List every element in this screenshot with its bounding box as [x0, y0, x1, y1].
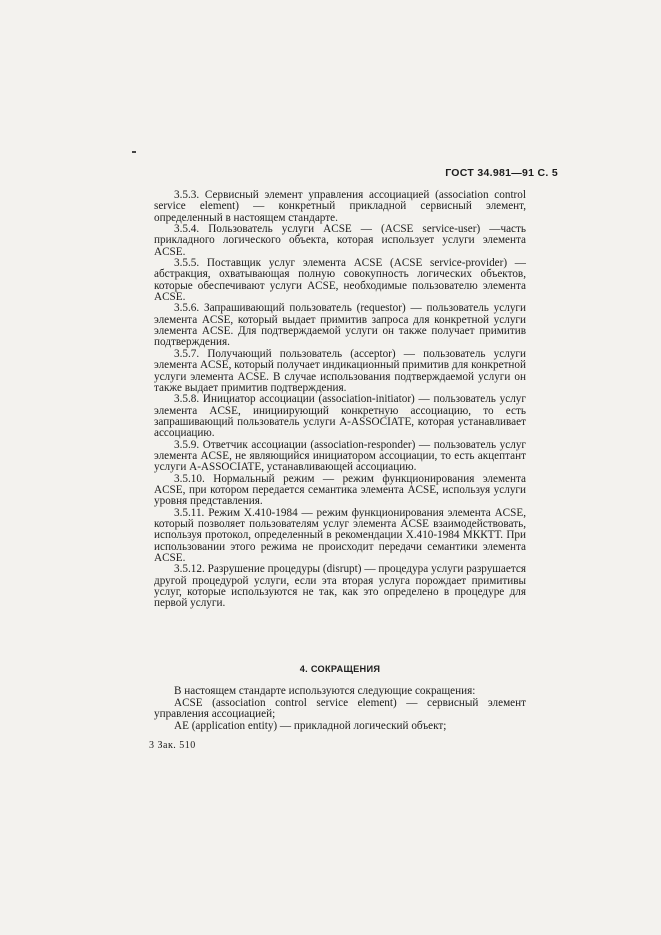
definition-paragraph: 3.5.5. Поставщик услуг элемента ACSE (ACSE service-provider) — абстракция, охватывающая полную совокупность логических объектов, которые обеспечивают услуги ACSE, необходимые пользователю элемента ACSE.: [154, 257, 526, 304]
definition-paragraph: 3.5.6. Запрашивающий пользователь (requestor) — пользователь услуги элемента ACSE, который выдает примитив запроса для конкретной услуги элемента ACSE. Для подтверждаемой услуги он также получает примитив подтверждения.: [154, 302, 526, 349]
definition-paragraph: 3.5.11. Режим X.410-1984 — режим функционирования элемента ACSE, который позволяет пользователям услуг элемента ACSE взаимодействовать, используя протокол, определенный в рекомендации X.410-1984 МККТТ. При использовании этого режима не происходит передачи семантики элемента ACSE.: [154, 506, 526, 564]
abbreviations-block: [154, 686, 526, 732]
definition-paragraph: 3.5.10. Нормальный режим — режим функционирования элемента ACSE, при котором передается семантика элемента ACSE, используя услуги уровня представления.: [154, 472, 526, 508]
scan-speck: [132, 151, 136, 153]
definition-paragraph: 3.5.8. Инициатор ассоциации (association-initiator) — пользователь услуг элемента ACSE, инициирующий конкретную ассоциацию, то есть запрашивающий пользователь услуги A-ASSOCIATE, которая устанавливает ассоциацию.: [154, 393, 526, 440]
definition-paragraph: 3.5.7. Получающий пользователь (acceptor) — пользователь услуги элемента ACSE, который получает индикационный примитив для конкретной услуги элемента ACSE. В случае использования подтверждаемой услуги он также выдает примитив подтверждения.: [154, 347, 526, 394]
definition-paragraph: 3.5.3. Сервисный элемент управления ассоциацией (association control service element) — конкретный прикладной сервисный элемент, определенный в настоящем стандарте.: [154, 189, 526, 224]
definition-paragraph: 3.5.4. Пользователь услуги ACSE — (ACSE service-user) —часть прикладного логического объекта, которая использует услуги элемента ACSE.: [154, 223, 526, 258]
definition-paragraph: 3.5.12. Разрушение процедуры (disrupt) — процедура услуги разрушается другой процедурой услуги, если эта вторая услуга порождает примитивы услуг, которые используются не так, как это определено в процедуре для первой услуги.: [154, 563, 526, 610]
section-title: 4. СОКРАЩЕНИЯ: [299, 664, 381, 674]
abbreviations-intro: В настоящем стандарте используются следующие сокращения:: [174, 685, 476, 697]
abbreviation-item: AE (application entity) — прикладной логический объект;: [174, 719, 447, 732]
running-head: ГОСТ 34.981—91 С. 5: [445, 167, 558, 179]
definitions-body: [154, 190, 526, 610]
abbreviation-item: ACSE (association control service element) — сервисный элемент управления ассоциацией;: [154, 696, 526, 721]
footer-note: 3 Зак. 510: [149, 740, 196, 751]
definition-paragraph: 3.5.9. Ответчик ассоциации (association-responder) — пользователь услуг элемента ACSE, не являющийся инициатором ассоциации, то есть акцептант услуги A-ASSOCIATE, устанавливающей ассоциацию.: [154, 438, 526, 474]
